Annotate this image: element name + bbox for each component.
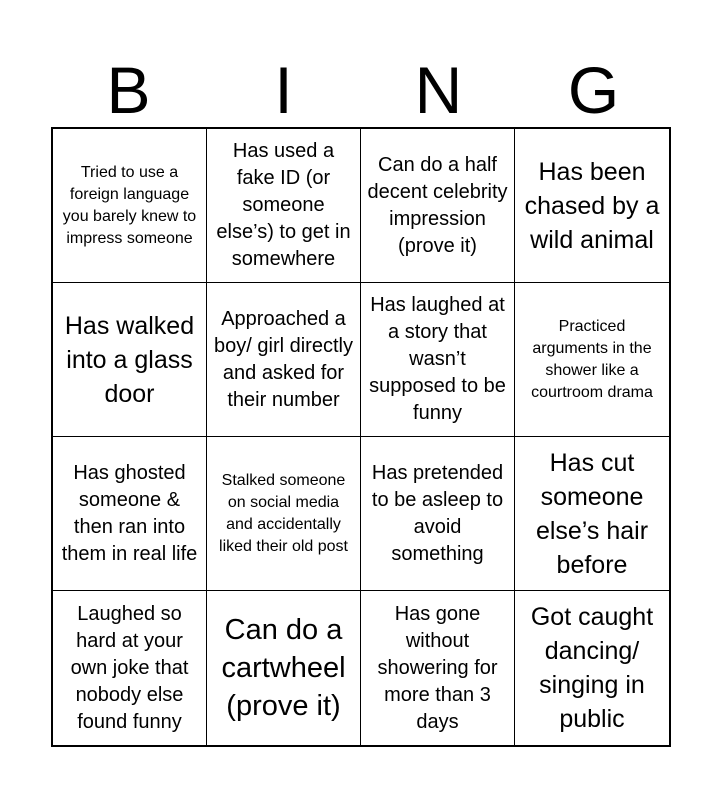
bingo-cell-text: Has gone without showering for more than 3 days (377, 602, 498, 733)
bingo-cell[interactable] (361, 437, 515, 591)
bingo-cell[interactable] (515, 129, 669, 283)
bingo-cell[interactable] (53, 437, 207, 591)
bingo-cell-text: Practiced arguments in the shower like a courtroom drama (531, 317, 653, 401)
bingo-cell-text: Has pretended to be asleep to avoid something (371, 461, 504, 565)
bingo-cell[interactable] (361, 129, 515, 283)
bingo-cell[interactable] (515, 283, 669, 437)
bingo-cell-text: Can do a half decent celebrity impression (prove it) (367, 153, 508, 257)
header-letter-n: N (414, 53, 463, 127)
bingo-cell[interactable] (207, 283, 361, 437)
bingo-cell[interactable] (53, 283, 207, 437)
bingo-cell[interactable] (515, 437, 669, 591)
header-letter-g: G (567, 53, 620, 127)
bingo-cell[interactable] (361, 283, 515, 437)
bingo-cell[interactable] (361, 591, 515, 745)
bingo-cell-text: Has ghosted someone & then ran into them in real life (61, 461, 198, 565)
bingo-cell-text: Has laughed at a story that wasn’t supposed to be funny (369, 294, 506, 424)
header-letter-b: B (106, 53, 151, 127)
bingo-cell-text: Tried to use a foreign language you barely knew to impress someone (62, 163, 197, 247)
bingo-cell[interactable] (207, 591, 361, 745)
bingo-cell-text: Has walked into a glass door (64, 311, 195, 408)
bingo-board (51, 127, 671, 747)
bingo-cell-text: Got caught dancing/ singing in public (530, 603, 654, 733)
bingo-cell-text: Can do a cartwheel (prove it) (221, 614, 346, 722)
bingo-cell-text: Stalked someone on social media and accidentally liked their old post (219, 471, 348, 555)
bingo-header (51, 52, 671, 128)
bingo-cell-text: Has used a fake ID (or someone else’s) to get in somewhere (216, 140, 351, 270)
bingo-cell-text: Laughed so hard at your own joke that nobody else found funny (70, 602, 189, 733)
bingo-cell[interactable] (515, 591, 669, 745)
bingo-cell-text: Has been chased by a wild animal (524, 157, 660, 254)
bingo-cell[interactable] (207, 437, 361, 591)
bingo-cell[interactable] (53, 129, 207, 283)
bingo-cell-text: Has cut someone else’s hair before (535, 448, 649, 579)
header-letter-i: I (274, 53, 293, 127)
bingo-cell[interactable] (53, 591, 207, 745)
bingo-cell[interactable] (207, 129, 361, 283)
bingo-cell-text: Approached a boy/ girl directly and asked for their number (214, 307, 353, 411)
